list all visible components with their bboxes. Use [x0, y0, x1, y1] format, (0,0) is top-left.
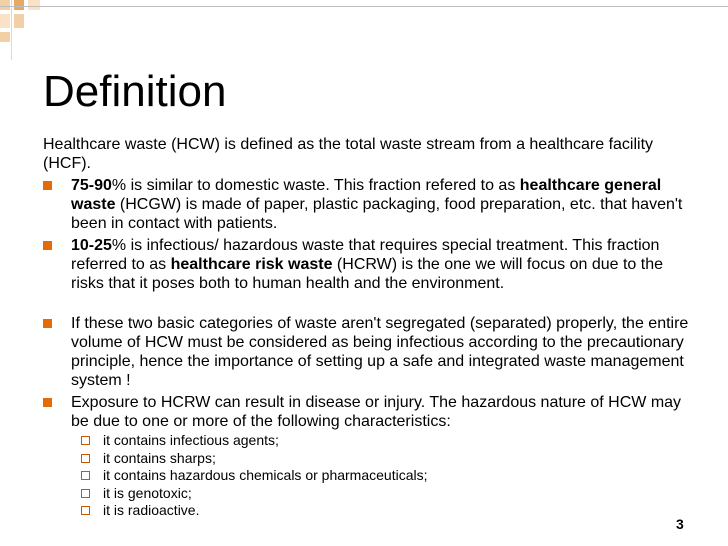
sub-item-text: it is radioactive.: [103, 502, 200, 519]
intro-text: Healthcare waste (HCW) is defined as the total waste stream from a healthcare facility (HCF).: [43, 136, 654, 172]
bullet-segregation: [43, 314, 693, 390]
hollow-square-bullet-icon: [81, 471, 90, 480]
deco-square: [0, 14, 10, 28]
hollow-square-bullet-icon: [81, 436, 90, 445]
hollow-square-bullet-icon: [81, 489, 90, 498]
sub-item-text: it contains infectious agents;: [103, 432, 279, 448]
page-number: 3: [676, 516, 684, 532]
left-rule: [11, 0, 12, 60]
percentage-risk: 10-25: [71, 237, 112, 254]
bullet-general-waste: [43, 176, 693, 233]
bullet-text: % is similar to domestic waste. This fraction refered to as: [111, 177, 520, 194]
hollow-square-bullet-icon: [81, 506, 90, 515]
sub-item: [43, 450, 693, 468]
sub-item: [43, 432, 693, 450]
sub-item-text: it contains sharps;: [103, 449, 216, 466]
bullet-risk-waste: [43, 236, 693, 293]
percentage-general: 75-90: [71, 177, 112, 194]
spacer: [43, 296, 693, 314]
bullet-text: Exposure to HCRW can result in disease or injury. The hazardous nature of HCW may be due to one or more of the following characteristics:: [71, 394, 682, 430]
sub-item: [43, 485, 693, 503]
sub-item: [43, 467, 693, 485]
sub-item-text: it is genotoxic;: [103, 484, 192, 501]
bullet-text: (HCGW) is made of paper, plastic packaging, food preparation, etc. that haven't been in contact with patients.: [71, 196, 683, 232]
deco-square: [0, 0, 10, 10]
bullet-text: % is infectious/ hazardous waste that requires special treatment. This fraction referred to as: [71, 237, 660, 273]
corner-decoration: [0, 0, 60, 50]
hollow-square-bullet-icon: [81, 454, 90, 463]
deco-square: [14, 14, 24, 28]
square-bullet-icon: [43, 181, 52, 190]
deco-square: [0, 32, 10, 42]
bullet-text: (HCRW) is the one we will focus on due to the risks that it poses both to human health and the environment.: [71, 256, 663, 292]
square-bullet-icon: [43, 398, 52, 407]
square-bullet-icon: [43, 241, 52, 250]
square-bullet-icon: [43, 319, 52, 328]
deco-square: [28, 0, 40, 10]
deco-square: [14, 0, 24, 10]
sub-item-text: it contains hazardous chemicals or pharmaceuticals;: [103, 467, 428, 484]
top-rule: [0, 6, 728, 7]
term-healthcare-general-waste: healthcare general waste: [71, 177, 662, 213]
bullet-text: If these two basic categories of waste aren't segregated (separated) properly, the entire volume of HCW must be considered as being infectious according to the precautionary principle, hence the importance of setting up a safe and integrated waste management system !: [71, 315, 689, 389]
bullet-exposure: [43, 393, 693, 431]
sub-item: [43, 502, 693, 520]
slide-body: [43, 135, 693, 520]
slide-title: Definition: [43, 67, 227, 116]
term-healthcare-risk-waste: healthcare risk waste: [170, 256, 333, 273]
